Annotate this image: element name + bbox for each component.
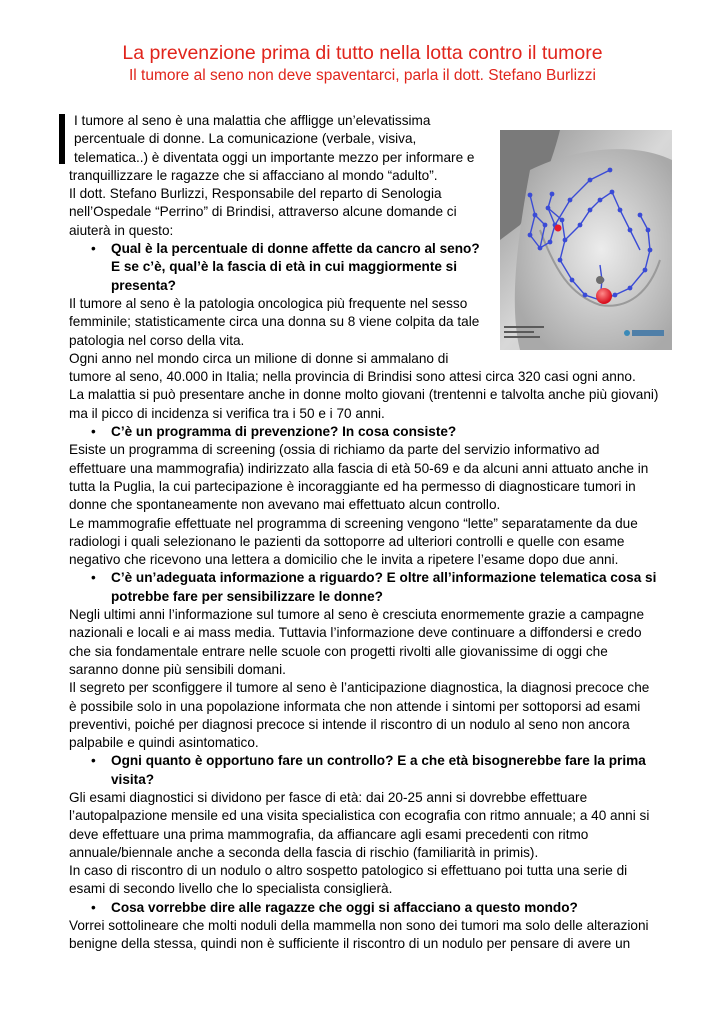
answer-paragraph: Gli esami diagnostici si dividono per fasce di età: dai 20-25 anni si dovrebbe effettuare l’autopalpazione mensile ed una visita specialistica con ecografia con ritmo annuale; a 40 anni si deve effettuare una prima mammografia, da affiancare agli esami precedenti con ritmo annuale/biennale anche a seconda della fascia di rischio (familiarità in primis). [69,789,650,860]
article-body [69,112,659,954]
small-node-mark [555,225,562,232]
answer-paragraph: Negli ultimi anni l’informazione sul tumore al seno è cresciuta enormemente grazie a campagne nazionali e locali e ai mass media. Tuttavia l’informazione deve continuare a diffondersi e credo che sia fondamentale entrare nelle scuole con progetti rivolti alle giovanissime di oggi che saranno donne più sensibili domani. [69,607,644,677]
question-item: • Cosa vorrebbe dire alle ragazze che oggi si affacciano a questo mondo? [69,899,659,917]
answer-paragraph: Vorrei sottolineare che molti noduli della mammella non sono dei tumori ma solo delle alterazioni benigne della stessa, quindi non è sufficiente il riscontro di un nodulo per pensare di avere un [69,918,649,952]
intro-paragraph: Il dott. Stefano Burlizzi, Responsabile del reparto di Senologia nell’Ospedale “Perrino” di Brindisi, attraverso alcune domande ci aiuterà in questo: [69,186,457,238]
question-item: • Ogni quanto è opportuno fare un controllo? E a che età bisognerebbe fare la prima visita? [69,752,659,789]
answer-paragraph: Il segreto per sconfiggere il tumore al seno è l’anticipazione diagnostica, la diagnosi precoce che è possibile solo in una popolazione informata che non attende i sintomi per sottoporsi ad esami preventivi, poiché per diagnosi precoce si intende il riscontro di un nodulo al seno non ancora palpabile e quindi asintomatico. [69,680,650,751]
answer-paragraph: Il tumore al seno è la patologia oncologica più frequente nel sesso femminile; statisticamente circa una donna su 8 viene colpita da tale patologia nel corso della vita. [69,295,480,348]
answer-paragraph: La malattia si può presentare anche in donne molto giovani (trentenni e talvolta anche più giovani) ma il picco di incidenza si verifica tra i 50 e i 70 anni. [69,387,659,421]
answer-paragraph: Esiste un programma di screening (ossia di richiamo da parte del servizio informativo ad effettuare una mammografia) indirizzato alla fascia di età 50-69 e da alcuni anni attuato anche in tutta la Puglia, la cui partecipazione è incoraggiante ed ha permesso di diagnosticare tumori in donne che spontaneamente non avevano mai effettuato alcun controllo. [69,442,649,513]
article-title: La prevenzione prima di tutto nella lotta contro il tumore [122,42,603,64]
question-item: • C’è un programma di prevenzione? In cosa consiste? [69,423,659,441]
answer-paragraph: In caso di riscontro di un nodulo o altro sospetto patologico si effettuano poi tutta una serie di esami di secondo livello che lo specialista consiglierà. [69,863,628,897]
drop-cap-bar [59,114,72,164]
answer-paragraph: Ogni anno nel mondo circa un milione di donne si ammalano di tumore al seno, 40.000 in Italia; nella provincia di Brindisi sono attesi circa 320 casi ogni anno. [69,350,636,385]
question-item: • Qual è la percentuale di donne affette da cancro al seno? E se c’è, qual’è la fascia di età in cui maggiormente si presenta? [69,240,659,295]
article-subtitle: Il tumore al seno non deve spaventarci, parla il dott. Stefano Burlizzi [129,67,596,84]
intro-paragraph: I tumore al seno è una malattia che affligge un’elevatissima percentuale di donne. La comunicazione (verbale, visiva, telematica..) è diventata oggi un importante mezzo per informare e tranquillizzare le ragazze che si affacciano al mondo “adulto”. [69,113,475,183]
answer-paragraph: Le mammografie effettuate nel programma di screening vengono “lette” separatamente da due radiologi i quali selezionano le pazienti da sottoporre ad ulteriori controlli e quelle con esame negativo che ricevono una lettera a domicilio che le invita a ripetere l’esame dopo due anni. [69,515,638,568]
question-item: • C’è un’adeguata informazione a riguardo? E oltre all’informazione telematica cosa si potrebbe fare per sensibilizzare le donne? [69,569,659,606]
